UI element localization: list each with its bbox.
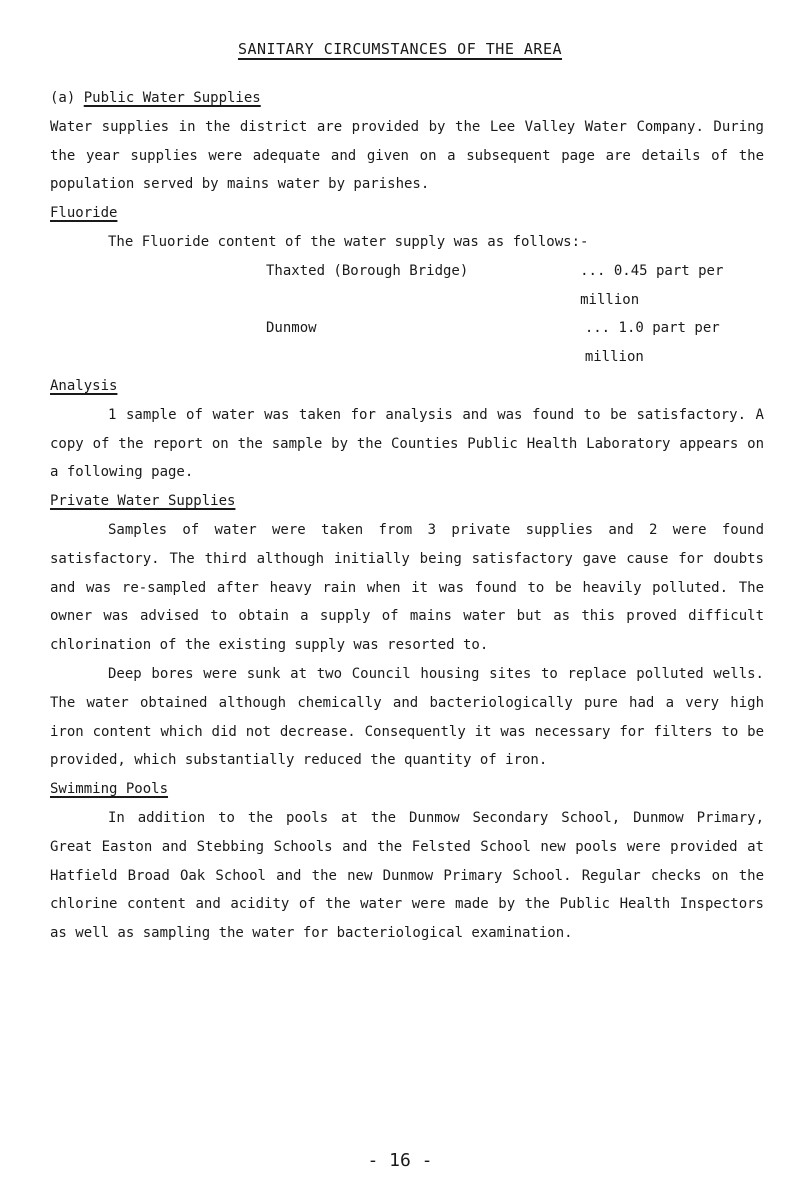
fluoride-intro: The Fluoride content of the water supply was as follows:-: [108, 233, 589, 250]
section-heading-private-water: [50, 487, 764, 516]
fluoride-row: [50, 257, 764, 315]
document-body: [50, 84, 764, 948]
fluoride-heading: Fluoride: [50, 205, 118, 222]
section-prefix: (a): [50, 90, 84, 106]
public-water-paragraph: Water supplies in the district are provided by the Lee Valley Water Company. During the year supplies were adequate and given on a subsequent page are details of the population served by mains water by parishes.: [50, 118, 764, 193]
swimming-paragraph: In addition to the pools at the Dunmow Secondary School, Dunmow Primary, Great Easton and Stebbing Schools and the Felsted School new pools were provided at Hatfield Broad Oak School and the new Dunmow Primary School. Regular checks on the chlorine content and acidity of the water were made by the Public Health Inspectors as well as sampling the water for bacteriological examination.: [50, 809, 764, 942]
section-heading-analysis: [50, 372, 764, 401]
section-heading-fluoride: [50, 199, 764, 228]
section-heading-public-water: [50, 84, 764, 113]
section-heading-swimming: [50, 775, 764, 804]
fluoride-value: ... 1.0 part per million: [584, 320, 720, 366]
analysis-heading: Analysis: [50, 377, 118, 394]
fluoride-row: [50, 314, 764, 372]
private-water-paragraph-1: Samples of water were taken from 3 private supplies and 2 were found satisfactory. The third although initially being satisfactory gave cause for doubts and was re-sampled after heavy rain when it was found to be heavily polluted. The owner was advised to obtain a supply of mains water but as this proved difficult chlorination of the existing supply was resorted to.: [50, 521, 764, 654]
analysis-paragraph: 1 sample of water was taken for analysis and was found to be satisfactory. A copy of the report on the sample by the Counties Public Health Laboratory appears on a following page.: [50, 406, 764, 481]
page-title: [0, 40, 800, 58]
private-water-paragraph-2: Deep bores were sunk at two Council housing sites to replace polluted wells. The water obtained although chemically and bacteriologically pure had a very high iron content which did not decrease. Consequently it was necessary for filters to be provided, which substantially reduced the quantity of iron.: [50, 665, 764, 769]
private-water-heading: Private Water Supplies: [50, 493, 236, 510]
fluoride-place: Dunmow: [266, 320, 317, 337]
page-number: - 16 -: [367, 1150, 433, 1171]
page-title-text: SANITARY CIRCUMSTANCES OF THE AREA: [237, 40, 563, 58]
fluoride-value: ... 0.45 part per million: [580, 262, 724, 308]
swimming-heading: Swimming Pools: [50, 781, 169, 798]
fluoride-place: Thaxted (Borough Bridge): [266, 262, 469, 279]
public-water-heading: Public Water Supplies: [83, 90, 261, 106]
